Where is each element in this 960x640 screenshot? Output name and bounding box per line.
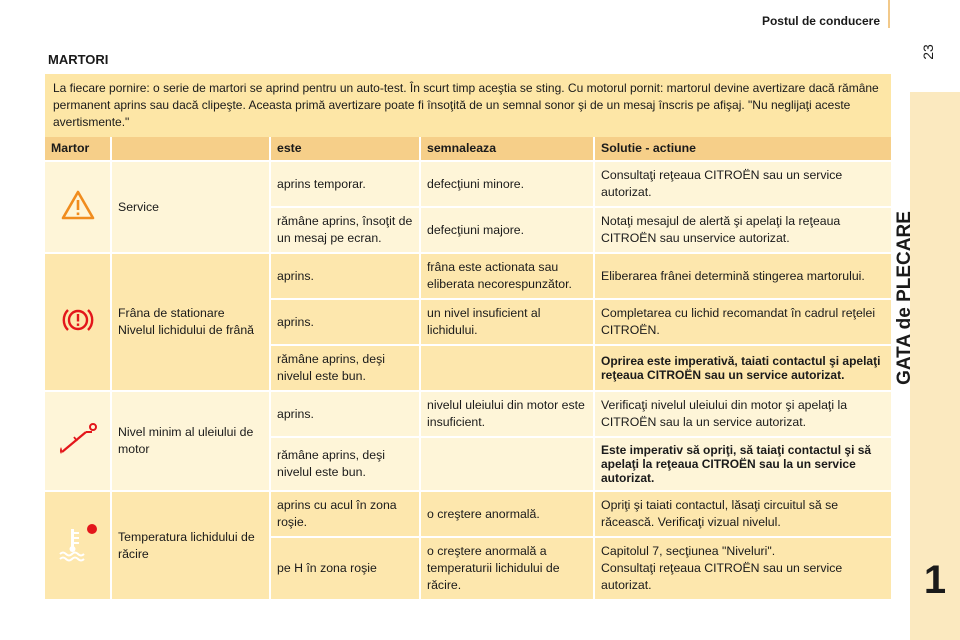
warning-light-name: Frâna de stationare Nivelul lichidului de frână [111, 253, 270, 391]
oil-level-icon [58, 420, 98, 458]
cell-semnaleaza: un nivel insuficient al lichidului. [420, 299, 594, 345]
cell-este: aprins cu acul în zona roşie. [270, 491, 420, 537]
warning-light-name: Service [111, 161, 270, 253]
cell-solutie: Oprirea este imperativă, taiati contactul şi apelaţi reţeaua CITROËN sau un service autorizat. [594, 345, 891, 391]
cell-solutie: Notaţi mesajul de alertă şi apelaţi la reţeaua CITROËN sau unservice autorizat. [594, 207, 891, 253]
cell-solutie: Completarea cu lichid recomandat în cadrul reţelei CITROËN. [594, 299, 891, 345]
header-divider [888, 0, 890, 28]
cell-semnaleaza [420, 345, 594, 391]
table-row [45, 161, 891, 207]
warning-lights-table [45, 137, 891, 601]
col-header-este: este [270, 137, 420, 161]
cell-este: aprins temporar. [270, 161, 420, 207]
cell-semnaleaza: defecţiuni majore. [420, 207, 594, 253]
warning-light-name: Temperatura lichidului de răcire [111, 491, 270, 600]
intro-box: La fiecare pornire: o serie de martori se aprind pentru un auto-test. În scurt timp aceştia se sting. Cu motorul pornit: martorul devine avertizare dacă rămâne permanent aprins sau dacă clipeşte. Aceasta primă avertizare poate fi însoţită de un semnal sonor şi de un mesaj înscris pe afişaj. "Nu neglijaţi aceste avertismente." [45, 74, 891, 137]
header-title: Postul de conducere [761, 14, 880, 28]
section-title: MARTORI [48, 52, 109, 67]
warning-light-name: Nivel minim al uleiului de motor [111, 391, 270, 491]
cell-semnaleaza: o creştere anormală. [420, 491, 594, 537]
warning-light-cell [45, 253, 111, 391]
col-header-martor: Martor [45, 137, 111, 161]
cell-solutie: Opriţi şi taiati contactul, lăsaţi circuitul să se răcească. Verificaţi vizual nivelul. [594, 491, 891, 537]
cell-este: aprins. [270, 299, 420, 345]
chapter-number: 1 [923, 558, 947, 602]
cell-este: rămâne aprins, deşi nivelul este bun. [270, 437, 420, 491]
warning-light-cell [45, 161, 111, 253]
table-header-row [45, 137, 891, 161]
page-number: 23 [920, 44, 936, 60]
table-row [45, 491, 891, 537]
cell-semnaleaza: nivelul uleiului din motor este insuficient. [420, 391, 594, 437]
warning-light-cell [45, 491, 111, 600]
col-header-semnaleaza: semnaleaza [420, 137, 594, 161]
col-header-solutie: Solutie - actiune [594, 137, 891, 161]
cell-semnaleaza: o creştere anormală a temperaturii lichidului de răcire. [420, 537, 594, 600]
cell-solutie: Capitolul 7, secţiunea "Niveluri". Consultaţi reţeaua CITROËN sau un service autorizat. [594, 537, 891, 600]
cell-semnaleaza: frâna este actionata sau eliberata necorespunzător. [420, 253, 594, 299]
cell-este: rămâne aprins, însoţit de un mesaj pe ecran. [270, 207, 420, 253]
cell-solutie: Este imperativ să opriţi, să taiaţi contactul şi să apelaţi la reţeaua CITROËN sau la un service autorizat. [594, 437, 891, 491]
cell-este: aprins. [270, 391, 420, 437]
warning-light-cell [45, 391, 111, 491]
cell-este: aprins. [270, 253, 420, 299]
brake-warning-icon [60, 305, 96, 335]
cell-semnaleaza [420, 437, 594, 491]
table-row [45, 391, 891, 437]
cell-solutie: Eliberarea frânei determină stingerea martorului. [594, 253, 891, 299]
col-header-name [111, 137, 270, 161]
cell-solutie: Verificaţi nivelul uleiului din motor şi apelaţi la CITROËN sau la un service autorizat. [594, 391, 891, 437]
coolant-temperature-icon [56, 523, 100, 563]
cell-este: rămâne aprins, deşi nivelul este bun. [270, 345, 420, 391]
warning-triangle-icon [61, 189, 95, 221]
table-row [45, 253, 891, 299]
cell-semnaleaza: defecţiuni minore. [420, 161, 594, 207]
cell-este: pe H în zona roşie [270, 537, 420, 600]
cell-solutie: Consultaţi reţeaua CITROËN sau un service autorizat. [594, 161, 891, 207]
chapter-title: GATA de PLECARE [894, 211, 915, 385]
